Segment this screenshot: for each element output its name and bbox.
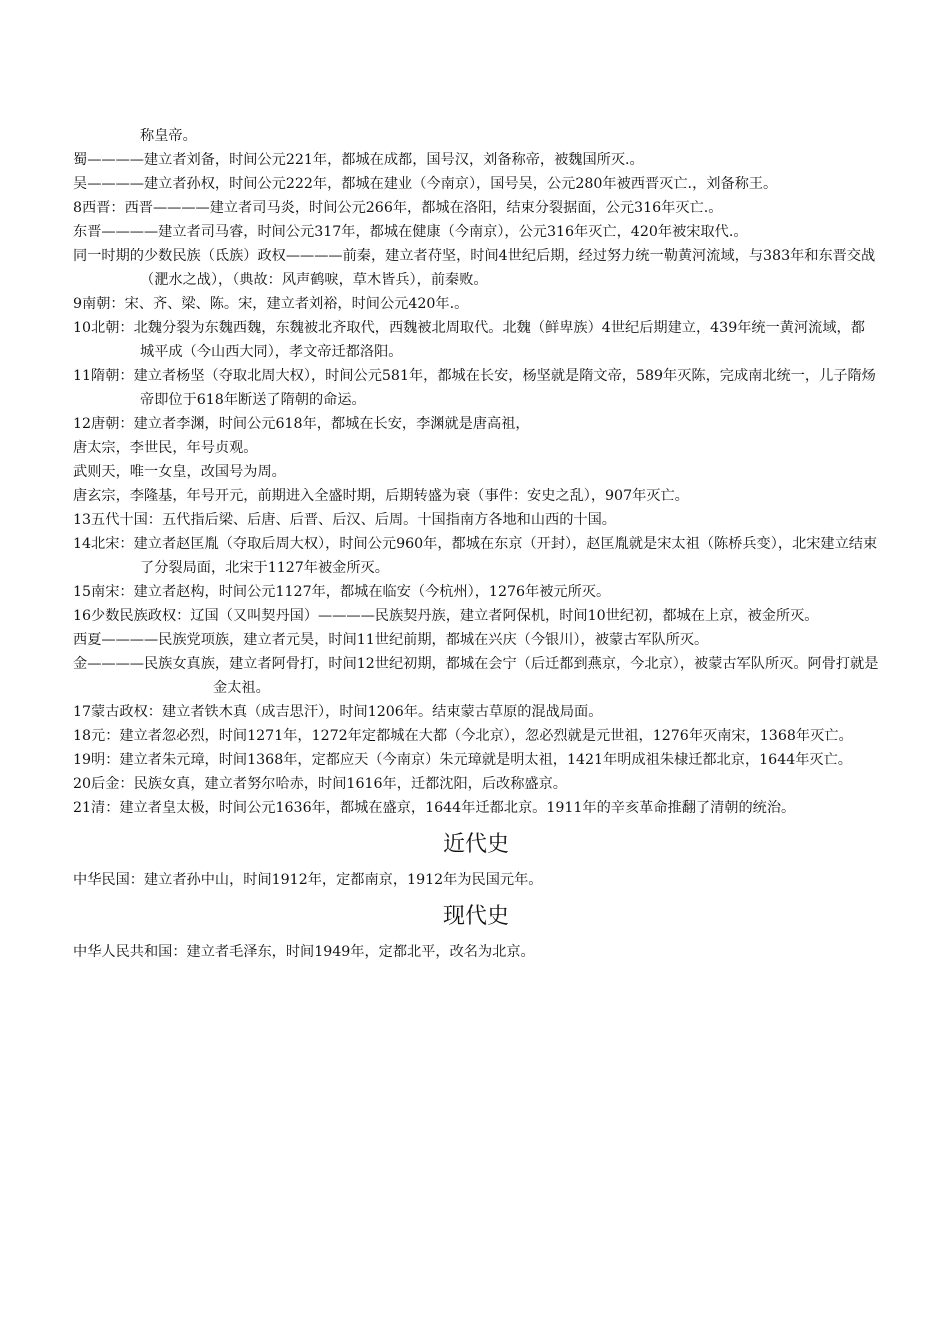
text-line: 19明：建立者朱元璋，时间1368年，定都应天（今南京）朱元璋就是明太祖，1421年明成祖朱棣迁都北京，1644年灭亡。: [73, 752, 852, 768]
document-body: [73, 124, 879, 964]
text-line: 11隋朝：建立者杨坚（夺取北周大权），时间公元581年，都城在长安，杨坚就是隋文帝，589年灭陈，完成南北统一，儿子隋炀帝即位于618年断送了隋朝的命运。: [73, 368, 876, 408]
text-line: 21清：建立者皇太极，时间公元1636年，都城在盛京，1644年迁都北京。1911年的辛亥革命推翻了清朝的统治。: [73, 800, 796, 816]
text-line: 14北宋：建立者赵匡胤（夺取后周大权），时间公元960年，都城在东京（开封），赵匡胤就是宋太祖（陈桥兵变），北宋建立结束了分裂局面，北宋于1127年被金所灭。: [73, 536, 878, 576]
text-line: 17蒙古政权：建立者铁木真（成吉思汗），时间1206年。结束蒙古草原的混战局面。: [73, 704, 603, 720]
dynasty-list: [73, 124, 879, 820]
section-heading-modern: 近代史: [442, 832, 509, 857]
text-line: 吴————建立者孙权，时间公元222年，都城在建业（今南京），国号吴，公元280年被西晋灭亡.，刘备称王。: [73, 176, 778, 192]
text-line: 20后金：民族女真，建立者努尔哈赤，时间1616年，迁都沈阳，后改称盛京。: [73, 776, 567, 792]
text-line: 8西晋：西晋————建立者司马炎，时间公元266年，都城在洛阳，结束分裂据面，公元316年灭亡.。: [73, 200, 723, 216]
text-line: 金————民族女真族，建立者阿骨打，时间12世纪初期，都城在会宁（后迁都到燕京，今北京），被蒙古军队所灭。阿骨打就是金太祖。: [73, 656, 879, 696]
text-line: 18元：建立者忽必烈，时间1271年，1272年定都城在大都（今北京），忽必烈就是元世祖，1276年灭南宋，1368年灭亡。: [73, 728, 853, 744]
text-line-republic: 中华民国：建立者孙中山，时间1912年，定都南京，1912年为民国元年。: [73, 872, 543, 888]
section-heading-contemporary: 现代史: [442, 904, 509, 929]
text-line: 15南宋：建立者赵构，时间公元1127年，都城在临安（今杭州），1276年被元所灭。: [73, 584, 611, 600]
text-line: 16少数民族政权：辽国（又叫契丹国）————民族契丹族，建立者阿保机，时间10世纪初，都城在上京，被金所灭。: [73, 608, 819, 624]
text-line: 武则天，唯一女皇，改国号为周。: [73, 464, 286, 480]
text-line: 同一时期的少数民族（氐族）政权————前秦，建立者苻坚，时间4世纪后期，经过努力统一勒黄河流域，与383年和东晋交战（淝水之战），（典故：风声鹤唳，草木皆兵），前秦败。: [73, 248, 876, 288]
text-line: 12唐朝：建立者李渊，时间公元618年，都城在长安，李渊就是唐高祖，: [73, 416, 530, 432]
text-line: 唐玄宗，李隆基，年号开元，前期进入全盛时期，后期转盛为衰（事件：安史之乱），907年灭亡。: [73, 488, 689, 504]
text-line: 称皇帝。: [140, 128, 197, 144]
text-line: 10北朝：北魏分裂为东魏西魏，东魏被北齐取代，西魏被北周取代。北魏（鲜卑族）4世纪后期建立，439年统一黄河流域，都城平成（今山西大同），孝文帝迁都洛阳。: [73, 320, 865, 360]
text-line: 西夏————民族党项族，建立者元昊，时间11世纪前期，都城在兴庆（今银川），被蒙古军队所灭。: [73, 632, 709, 648]
text-line: 唐太宗，李世民，年号贞观。: [73, 440, 258, 456]
text-line: 9南朝：宋、齐、梁、陈。宋，建立者刘裕，时间公元420年.。: [73, 296, 469, 312]
text-line: 东晋————建立者司马睿，时间公元317年，都城在健康（今南京），公元316年灭亡，420年被宋取代.。: [73, 224, 748, 240]
text-line: 13五代十国：五代指后梁、后唐、后晋、后汉、后周。十国指南方各地和山西的十国。: [73, 512, 616, 528]
text-line: 蜀————建立者刘备，时间公元221年，都城在成都，国号汉，刘备称帝，被魏国所灭.。: [73, 152, 644, 168]
text-line-prc: 中华人民共和国：建立者毛泽东，时间1949年，定都北平，改名为北京。: [73, 944, 535, 960]
